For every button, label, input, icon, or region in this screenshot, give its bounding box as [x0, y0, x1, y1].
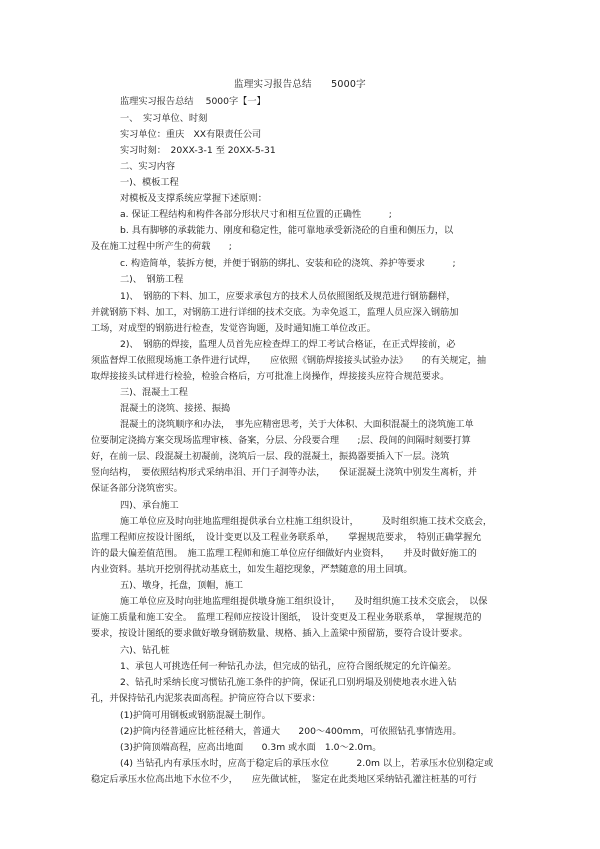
text-line: c. 构造简单，装拆方便，并便于钢筋的绑扎、安装和砼的浇筑、养护等要求 ; — [120, 258, 456, 269]
text-line: 许的最大偏差值范围。 施工监理工程师和施工单位应仔细做好内业资料， 并及时做好施工的 — [91, 548, 477, 559]
text-line: 并就钢筋下料、加工，对钢筋工进行详细的技术交底。为幸免返工，监理人员应深入钢筋加 — [91, 307, 459, 318]
text-line: b. 具有脚够的承载能力、刚度和稳定性，能可靠地承受新浇砼的自重和侧压力，以 — [120, 225, 454, 236]
text-line: 1)、 钢筋的下料、加工，应要求承包方的技术人员依照图纸及规范进行钢筋翻样， — [120, 291, 456, 302]
text-line: (3)护筒顶端高程，应高出地面 0.3m 或水面 1.0～2.0m。 — [120, 742, 382, 753]
subsection-heading: 五)、墩身，托盘，顶帽，施工 — [120, 580, 244, 591]
subsection-heading: 一)、模板工程 — [120, 177, 179, 188]
text-line: 取焊接接头试样进行检验，检验合格后，方可批准上岗操作，焊接接头应符合规范要求。 — [91, 371, 450, 382]
text-line: 好，在前一层、段混凝土初凝前，浇筑后一层、段的混凝土，振捣器要插入下一层。浇筑 — [91, 451, 450, 462]
subsection-heading: 二)、 钢筋工程 — [120, 274, 184, 285]
text-line: 孔，并保持钻孔内泥浆表面高程。护筒应符合以下要求： — [91, 693, 321, 704]
section-heading: 一、 实习单位、时刻 — [120, 113, 208, 124]
text-line: 监理工程师应按设计图纸， 设计变更以及工程业务联系单， 掌握规范要求， 特别正确掌握允 — [91, 532, 482, 543]
text-line: (2)护筒内径普通应比桩径稍大，普通大 200～400mm，可依照钻孔事情选用。 — [120, 726, 462, 737]
text-line: 及在施工过程中所产生的荷载 ; — [91, 241, 232, 252]
text-line: 竖向结构， 要依照结构形式采纳串泪、开门子洞等办法， 保证混凝土浇筑中别发生离析，并 — [91, 467, 477, 478]
text-line: 稳定后承压水位高出地下水位不少， 应先做试桩， 鉴定在此类地区采纳钻孔灌注桩基的可行 — [91, 774, 477, 785]
text-line: (4) 当钻孔内有承压水时，应高于稳定后的承压水位 2.0m 以上，若承压水位别稳定或 — [120, 758, 494, 769]
heading-line: 监理实习报告总结 5000字【一】 — [120, 96, 266, 107]
document-title: 监理实习报告总结 5000字 — [234, 79, 366, 90]
text-line: 工场，对成型的钢筋进行检查，发觉咨询题，及时通知施工单位改正。 — [91, 323, 376, 334]
text-line: 对模板及支撑系统应掌握下述原则： — [120, 193, 267, 204]
text-line: 混凝土的浇筑、接搓、振捣 — [120, 403, 231, 414]
section-heading: 二、实习内容 — [120, 161, 176, 172]
text-line: 混凝土的浇筑顺序和办法， 事先应精密思考，关于大体积、大面积混凝土的浇筑施工单 — [120, 419, 474, 430]
subsection-heading: 三)、混凝土工程 — [120, 387, 188, 398]
text-line: 须监督焊工依照现场施工条件进行试焊， 应依照《钢筋焊接接头试验办法》 的有关规定，抽 — [91, 355, 487, 366]
text-line: 2)、 钢筋的焊接，监理人员首先应检查焊工的焊工考试合格证，在正式焊接前，必 — [120, 339, 456, 350]
text-line: 2、钻孔时采纳长度习惯钻孔施工条件的护筒，保证孔口别坍塌及别使地表水进入钻 — [120, 677, 457, 688]
text-line: 施工单位应及时向驻地监理组提供承台立柱施工组织设计， 及时组织施工技术交底会， — [120, 516, 493, 527]
text-line: 保证各部分浇筑密实。 — [91, 483, 183, 494]
text-line: 实习单位：重庆 XX有限责任公司 — [120, 129, 262, 140]
text-line: 实习时刻： 20XX-3-1 至 20XX-5-31 — [120, 145, 276, 156]
text-line: 位要制定浇捣方案交现场监理审核、备案，分层、分段要合理 ;层、段间的间隔时刻要打算 — [91, 435, 471, 446]
text-line: (1)护筒可用钢板或钢筋混凝土制作。 — [120, 710, 271, 721]
text-line: 要求，按设计图纸的要求做好墩身钢筋数量、规格、插入上盖梁中预留筋，要符合设计要求。 — [91, 628, 468, 639]
subsection-heading: 四)、承台施工 — [120, 500, 179, 511]
text-line: 1、承包人可挑选任何一种钻孔办法，但完成的钻孔，应符合图纸规定的允许偏差。 — [120, 661, 457, 672]
text-line: 施工单位应及时向驻地监理组提供墩身施工组织设计， 及时组织施工技术交底会， 以保 — [120, 596, 488, 607]
text-line: 证施工质量和施工安全。 监理工程师应按设计图纸， 设计变更及工程业务联系单， 掌握规范的 — [91, 612, 482, 623]
text-line: a. 保证工程结构和构件各部分形状尺寸和相互位置的正确性 ; — [120, 209, 392, 220]
text-line: 内业资料。基坑开挖别得扰动基底土，如发生超挖现象，严禁随意的用土回填。 — [91, 564, 413, 575]
subsection-heading: 六)、钻孔桩 — [120, 645, 170, 656]
